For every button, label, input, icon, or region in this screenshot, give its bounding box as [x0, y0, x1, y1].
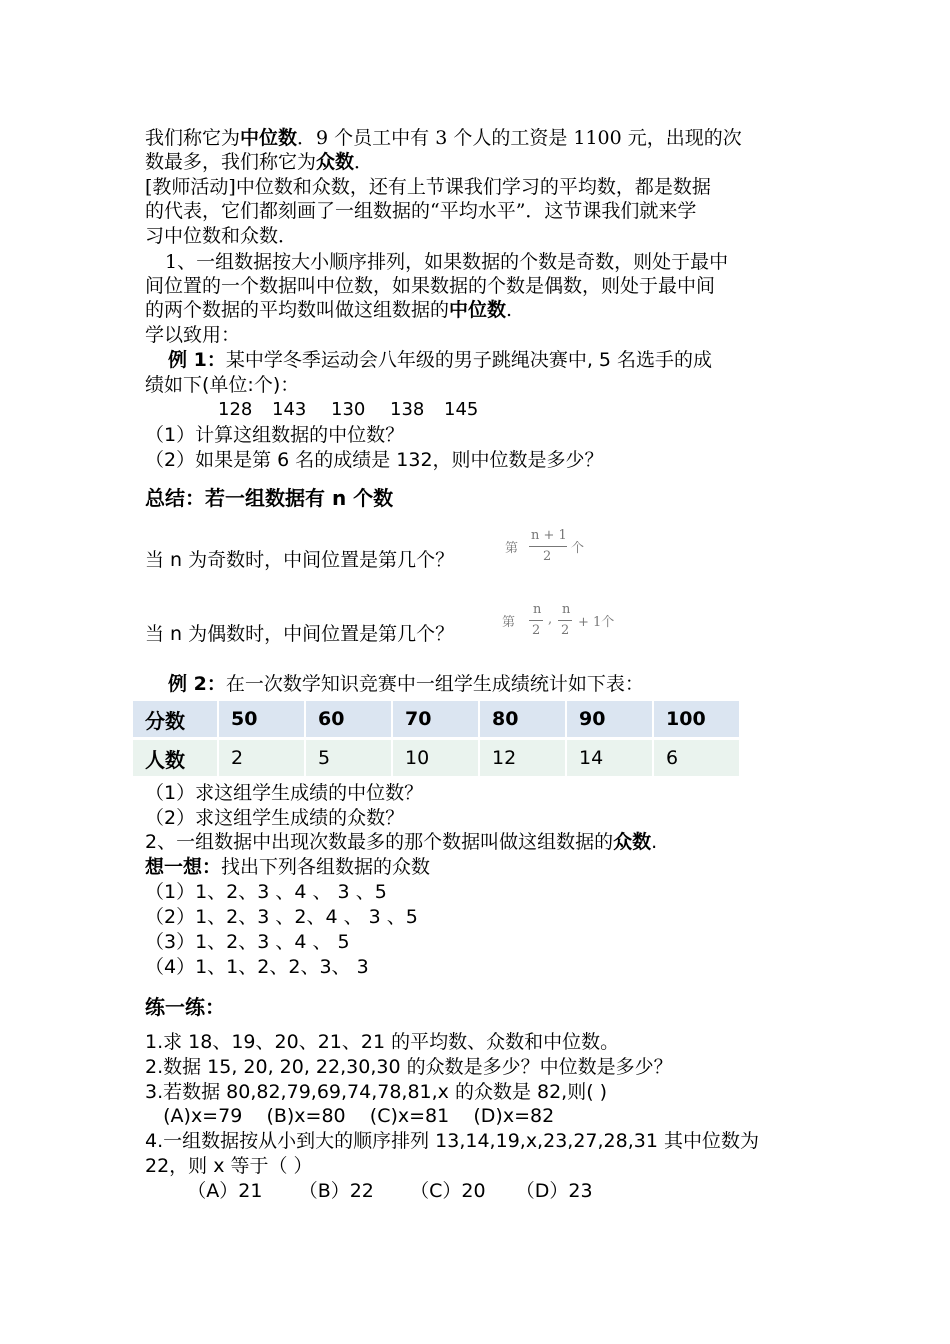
fraction-bar — [558, 620, 572, 621]
list-item: （2）1、2、3 、2、4 、 3 、5 — [145, 906, 418, 928]
table-cell: 90 — [567, 701, 654, 737]
list-item: （1）1、2、3 、4 、 3 、5 — [145, 881, 387, 903]
value: 143 — [272, 399, 307, 420]
table-header-cell: 分数 — [133, 701, 219, 737]
practice-item: 22，则 x 等于（ ） — [145, 1155, 313, 1177]
formula-text: 个 — [571, 541, 585, 556]
text: ．9 个员工中有 3 个人的工资是 1100 元，出现的次 — [297, 127, 742, 149]
paragraph-line — [145, 126, 742, 150]
text: 数最多，我们称它为 — [145, 151, 317, 173]
formula-numerator: n — [533, 602, 542, 617]
practice-item: 4.一组数据按从小到大的顺序排列 13,14,19,x,23,27,28,31 其中位数为 — [145, 1130, 759, 1152]
value: 130 — [331, 399, 366, 420]
text: . — [506, 299, 513, 321]
practice-item: 2.数据 15, 20, 20, 22,30,30 的众数是多少？中位数是多少？ — [145, 1056, 673, 1078]
formula-denominator: 2 — [543, 549, 552, 564]
paragraph-line — [145, 150, 373, 174]
example-1-line: 绩如下(单位:个)： — [145, 374, 300, 396]
definition-line: 1、一组数据按大小顺序排列，如果数据的个数是奇数，则处于最中 — [165, 251, 729, 273]
definition-line — [145, 298, 512, 322]
value: 145 — [444, 399, 479, 420]
table-cell: 2 — [219, 740, 306, 776]
text: ． — [354, 151, 374, 173]
formula-numerator: n — [562, 602, 571, 617]
table-row-scores — [133, 701, 741, 737]
even-formula — [502, 602, 622, 646]
formula-text: , — [548, 612, 553, 627]
formula-denominator: 2 — [561, 623, 570, 638]
question: （1）求这组学生成绩的中位数？ — [145, 782, 424, 804]
text: 我们称它为 — [145, 127, 241, 149]
example-1-line — [168, 348, 712, 372]
odd-formula — [505, 528, 595, 572]
table-row-counts — [133, 740, 741, 776]
table-cell: 5 — [306, 740, 393, 776]
table-cell: 60 — [306, 701, 393, 737]
formula-text: 第 — [505, 541, 519, 556]
odd-question: 当 n 为奇数时，中间位置是第几个？ — [145, 549, 455, 571]
table-cell: 100 — [654, 701, 741, 737]
practice-item: （A）21 （B）22 （C）20 （D）23 — [145, 1180, 593, 1202]
term-median: 中位数 — [449, 299, 507, 321]
text: 找出下列各组数据的众数 — [221, 856, 431, 878]
teacher-line: 的代表，它们都刻画了一组数据的“平均水平”．这节课我们就来学 — [145, 200, 697, 222]
text: 某中学冬季运动会八年级的男子跳绳决赛中, 5 名选手的成 — [225, 349, 713, 371]
definition-line — [145, 830, 657, 854]
value: 128 — [218, 399, 253, 420]
score-table — [133, 698, 741, 779]
text: 在一次数学知识竞赛中一组学生成绩统计如下表： — [225, 673, 644, 695]
teacher-line: 习中位数和众数． — [145, 225, 298, 247]
table-cell: 50 — [219, 701, 306, 737]
formula-text: 第 — [502, 615, 516, 630]
practice-item: 1.求 18、19、20、21、21 的平均数、众数和中位数。 — [145, 1031, 620, 1053]
formula-denominator: 2 — [532, 623, 541, 638]
fraction-bar — [529, 620, 543, 621]
table-header-cell: 人数 — [133, 740, 219, 776]
question: （2）求这组学生成绩的众数？ — [145, 807, 405, 829]
think-label: 想一想： — [145, 856, 222, 878]
text: 的两个数据的平均数叫做这组数据的 — [145, 299, 450, 321]
text: . — [651, 831, 658, 853]
teacher-line: [教师活动]中位数和众数，还有上节课我们学习的平均数，都是数据 — [145, 176, 711, 198]
table-cell: 80 — [480, 701, 567, 737]
text: 2、一组数据中出现次数最多的那个数据叫做这组数据的 — [145, 831, 614, 853]
table-cell: 10 — [393, 740, 480, 776]
practice-item: (A)x=79 (B)x=80 (C)x=81 (D)x=82 — [145, 1105, 555, 1127]
think-line — [145, 855, 430, 879]
summary-title: 总结：若一组数据有 n 个数 — [145, 486, 394, 510]
formula-text: + 1个 — [578, 615, 615, 630]
apply-label: 学以致用： — [145, 324, 241, 346]
table-cell: 70 — [393, 701, 480, 737]
formula-numerator: n + 1 — [531, 528, 567, 543]
practice-item: 3.若数据 80,82,79,69,74,78,81,x 的众数是 82,则( ) — [145, 1081, 608, 1103]
list-item: （3）1、2、3 、4 、 5 — [145, 931, 350, 953]
value: 138 — [390, 399, 425, 420]
question: （1）计算这组数据的中位数？ — [145, 424, 405, 446]
term-mode: 众数 — [613, 831, 652, 853]
term-mode: 众数 — [316, 151, 355, 173]
table-cell: 14 — [567, 740, 654, 776]
term-median: 中位数 — [240, 127, 298, 149]
example-2-line — [168, 672, 644, 696]
example-2-label: 例 2： — [168, 673, 226, 695]
list-item: （4）1、1、2、2、3、 3 — [145, 956, 369, 978]
even-question: 当 n 为偶数时，中间位置是第几个？ — [145, 623, 455, 645]
table-cell: 12 — [480, 740, 567, 776]
fraction-bar — [529, 546, 567, 547]
example-1-label: 例 1： — [168, 349, 226, 371]
definition-line: 间位置的一个数据叫中位数，如果数据的个数是偶数，则处于最中间 — [145, 275, 716, 297]
practice-title: 练一练： — [145, 995, 225, 1019]
question: （2）如果是第 6 名的成绩是 132，则中位数是多少？ — [145, 449, 604, 471]
table-cell: 6 — [654, 740, 741, 776]
